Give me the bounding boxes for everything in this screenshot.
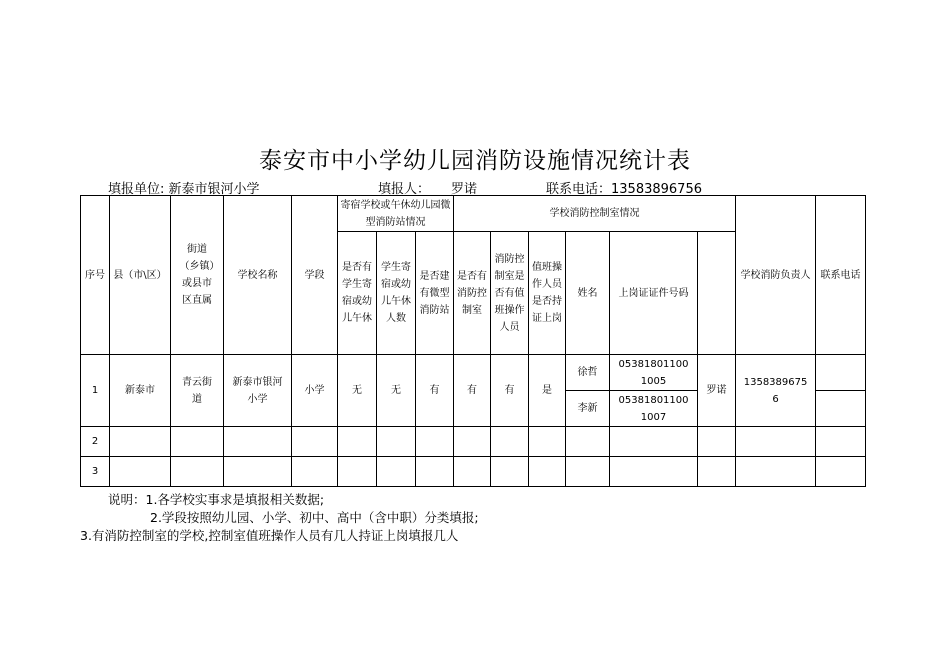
header-county: 县（市\区） (110, 196, 171, 355)
row1-stage: 小学 (292, 355, 338, 427)
header-seq: 序号 (81, 196, 110, 355)
row1-remark-2 (816, 391, 866, 427)
row1-remark (816, 355, 866, 391)
header-certified: 值班操作人员是否持证上岗 (529, 232, 566, 355)
row1-staff-name: 李新 (566, 391, 610, 427)
header-has-station: 是否建有微型消防站 (416, 232, 454, 355)
row1-street: 青云街道 (171, 355, 224, 427)
row1-phone: 13583896756 (736, 355, 816, 427)
row1-has-station: 有 (416, 355, 454, 427)
note-line-2: 2.学段按照幼儿园、小学、初中、高中（含中职）分类填报; (150, 510, 479, 525)
row2-seq: 2 (81, 427, 110, 457)
header-phone: 联系电话 (816, 196, 866, 355)
row1-school: 新泰市银河小学 (224, 355, 292, 427)
header-school: 学校名称 (224, 196, 292, 355)
row3-seq: 3 (81, 457, 110, 487)
header-group-dorm: 寄宿学校或午休幼儿园微型消防站情况 (338, 196, 454, 232)
header-stage: 学段 (292, 196, 338, 355)
header-street: 街道（乡镇）或县市区直属 (171, 196, 224, 355)
header-principal: 学校消防负责人 (736, 196, 816, 355)
header-group-control: 学校消防控制室情况 (454, 196, 736, 232)
fill-unit: 填报单位: 新泰市银河小学 (108, 182, 260, 197)
page-title: 泰安市中小学幼儿园消防设施情况统计表 (259, 148, 691, 174)
note-line-1: 说明：1.各学校实事求是填报相关数据; (108, 492, 325, 507)
note-line-3: 3.有消防控制室的学校,控制室值班操作人员有几人持证上岗填报几人 (80, 528, 459, 543)
row1-has-operator: 有 (491, 355, 529, 427)
row1-has-dorm: 无 (338, 355, 377, 427)
header-has-control: 是否有消防控制室 (454, 232, 491, 355)
row1-staff-name: 徐哲 (566, 355, 610, 391)
header-cert-no: 上岗证证件号码 (610, 232, 698, 355)
row1-has-control: 有 (454, 355, 491, 427)
contact-phone: 联系电话：13583896756 (546, 182, 702, 197)
row1-certified: 是 (529, 355, 566, 427)
row1-dorm-count: 无 (377, 355, 416, 427)
row1-seq: 1 (81, 355, 110, 427)
header-dorm-count: 学生寄宿或幼儿午休人数 (377, 232, 416, 355)
row1-principal: 罗诺 (698, 355, 736, 427)
filler-label: 填报人： (378, 182, 431, 197)
row1-staff-cert: 053818011001005 (610, 355, 698, 391)
filler-name: 罗诺 (451, 182, 478, 197)
header-has-dorm: 是否有学生寄宿或幼儿午休 (338, 232, 377, 355)
row1-staff-cert: 053818011001007 (610, 391, 698, 427)
header-has-operator: 消防控制室是否有值班操作人员 (491, 232, 529, 355)
header-name: 姓名 (566, 232, 610, 355)
statistics-table (80, 195, 866, 487)
row1-county: 新泰市 (110, 355, 171, 427)
